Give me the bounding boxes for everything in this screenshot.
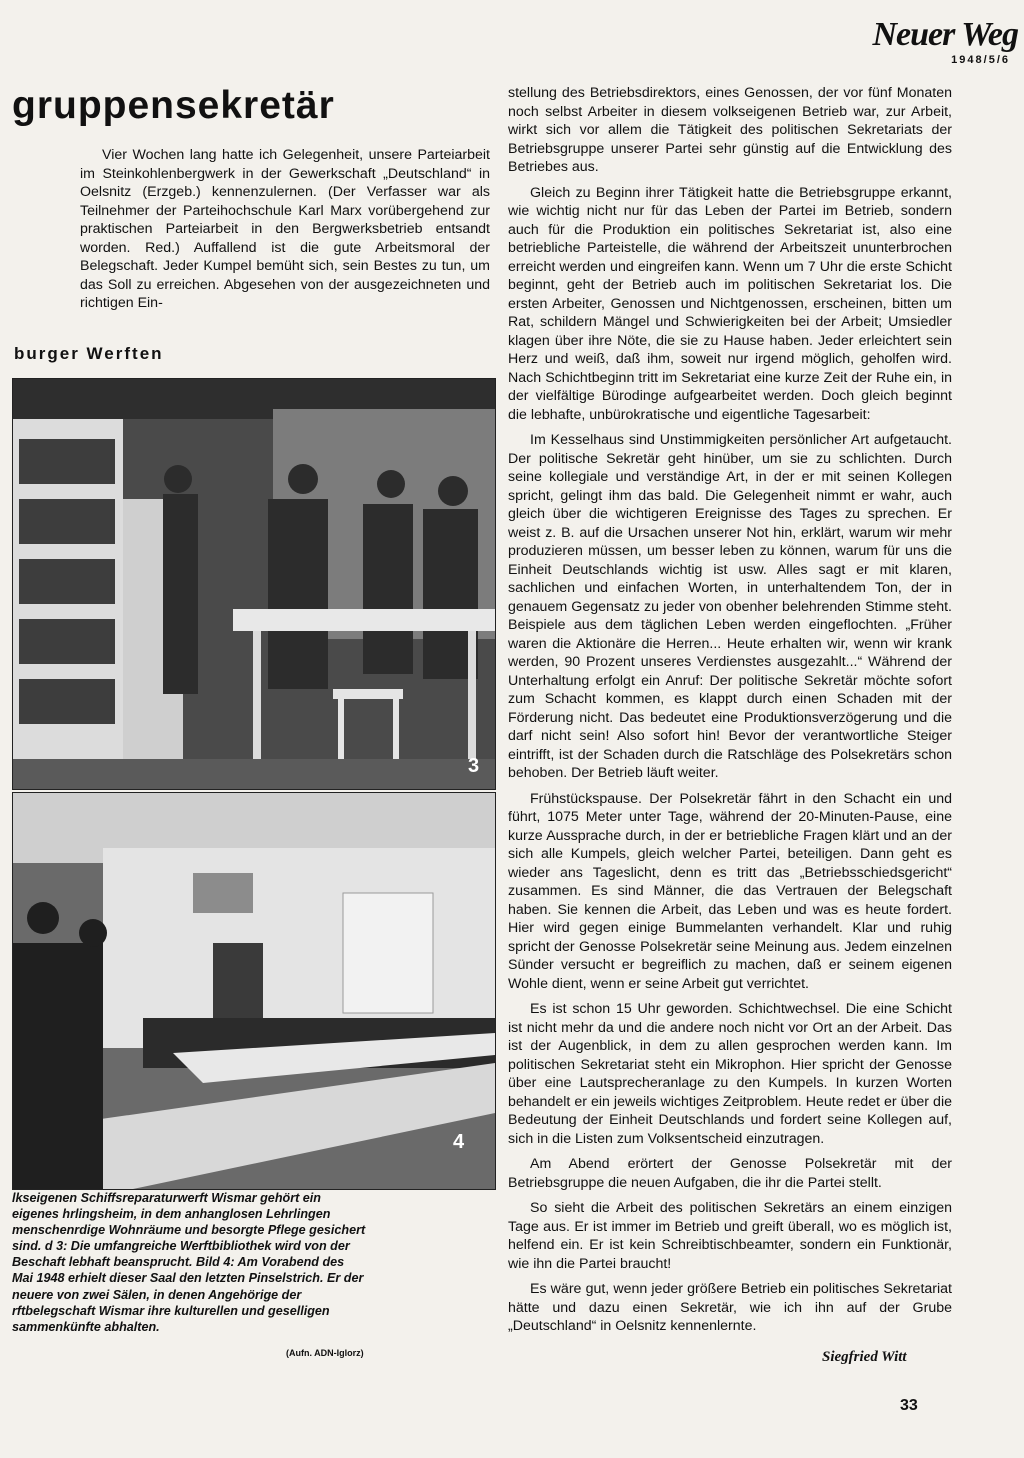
masthead-issue: 1948/5/6 xyxy=(951,54,1010,66)
headline: gruppensekretär xyxy=(12,84,335,127)
paragraph: Frühstückspause. Der Polsekretär fährt in den Schacht ein und führt, 1075 Meter unter Tage, während der 20-Minuten-Pause, eine kurze Aussprache durch, in der er betriebliche Fragen klärt und an der sich alle Kumpels, gleich welcher Partei, beteiligen. Dann geht es wieder ans Tageslicht, denn es tritt das „Betriebsschiedsgericht“ zusammen. Es sind Männer, die das Vertrauen der Belegschaft haben. Sie kennen die Arbeit, das Leben und was es heute fordert. Hier wird gegen einige Bummelanten verhandelt. Klar und ruhig spricht der Genosse Polsekretär seine Meinung aus. Jedem einzelnen Sünder versucht er begreiflich zu machen, daß er seinem eigenen Wohle dient, wenn er seine Arbeit gut verrichtet. xyxy=(508,790,952,992)
hall-illustration xyxy=(13,793,495,1189)
paragraph: Gleich zu Beginn ihrer Tätigkeit hatte die Betriebsgruppe erkannt, wie wichtig nicht nur für das Leben der Partei im Betrieb, sondern auch für die Produktion ein politisches Sekretariat ist, also eine betriebliche Parteistelle, die während der Arbeitszeit ununterbrochen erreicht werden und eingreifen kann. Wenn um 7 Uhr die erste Schicht beginnt, geht der Betrieb auch im politischen Sekretariat los. Die ersten Arbeiter, Genossen und Nichtgenossen, erscheinen, bitten um Rat, schildern Mängel und Schwierigkeiten bei der Arbeit; Umsiedler klagen über ihre Nöte, die sie zu Hause haben. Jeder erleichtert sein Herz und weiß, daß ihm, soweit nur irgend möglich, geholfen wird. Nach Schichtbeginn tritt im Sekretariat eine kurze Zeit der Ruhe ein, in der vielfältige Bürodinge aufgearbeitet werden. Doch gleich beginnt die lebhafte, unbürokratische und eigentliche Tagesarbeit: xyxy=(508,184,952,423)
paragraph: stellung des Betriebsdirektors, eines Genossen, der vor fünf Monaten noch selbst Arbeiter in diesem volkseigenen Betrieb war, zur Arbeit, wirkt sich vor allem die Tätigkeit des politischen Sekretariats der Betriebsgruppe unserer Partei sehr günstig auf die Entwicklung des Betriebes aus. xyxy=(508,85,952,175)
photo-hall xyxy=(12,792,496,1190)
paragraph: So sieht die Arbeit des politischen Sekretärs an einem einzigen Tage aus. Er ist immer im Betrieb und greift überall, wo es möglich ist, helfend ein. Er ist kein Schreibtischbeamter, sondern ein Funktionär, wie ihn die Partei braucht! xyxy=(508,1200,952,1272)
main-column xyxy=(508,84,952,1343)
intro-column xyxy=(80,146,490,320)
author-signature: Siegfried Witt xyxy=(822,1349,907,1365)
paragraph: Es ist schon 15 Uhr geworden. Schichtwechsel. Die eine Schicht ist nicht mehr da und die andere noch nicht vor Ort an der Arbeit. Das ist der Augenblick, in dem zu allen gesprochen werden kann. Im politischen Sekretariat steht ein Mikrophon. Hier spricht der Genosse über eine Lautsprecheranlage zu den Kumpels. In kurzen Worten behandelt er ein jeweils wichtiges Zeitproblem. Heute redet er über die Bedeutung der Einheit Deutschlands und fordert seine Kollegen auf, sich in die Listen zum Volksentscheid einzutragen. xyxy=(508,1001,952,1147)
photo-number-4: 4 xyxy=(453,1131,465,1153)
photo-credit: (Aufn. ADN-Iglorz) xyxy=(286,1348,364,1358)
paragraph: Es wäre gut, wenn jeder größere Betrieb ein politisches Sekretariat hätte und dazu einen Sekretär, wie ich ihn auf der Grube „Deutschland“ in Oelsnitz kennenlernte. xyxy=(508,1281,952,1334)
paragraph: Im Kesselhaus sind Unstimmigkeiten persönlicher Art aufgetaucht. Der politische Sekretär geht hinüber, um sie zu schlichten. Durch seine kollegiale und verständige Art, in der er mit seinen Kollegen spricht, gelingt ihm das bald. Die Gelegenheit nimmt er wahr, auch gleich über die wichtigeren Ereignisse des Tages zu sprechen. Er weist z. B. auf die Ursachen unserer Not hin, erklärt, warum wir mehr produzieren müssen, um besser leben zu können, warum für uns die Einheit Deutschlands wichtig ist usw. Alles sagt er mit klaren, sachlichen und einfachen Worten, in unterhaltendem Ton, der in genauem Gegensatz zu jeder von obenher belehrenden Stimme steht. Beispiele aus dem täglichen Leben werden eingeflochten. „Früher waren die Aktionäre die Herren... Heute erhalten wir, wenn wir krank werden, 90 Prozent unseres Verdienstes ausgezahlt...“ Während der Unterhaltung erfolgt ein Anruf: Der politische Sekretär möchte sofort zum Schacht kommen, es klappt durch einen Schaden mit der Förderung nicht. Das bedeutet eine Produktionsverzögerung und die darf nicht sein! Also sofort hin! Bevor der verantwortliche Steiger eintrifft, ist der Schaden durch die Ratschläge des Polsekretärs schon behoben. Der Betrieb läuft weiter. xyxy=(508,432,952,781)
section-heading: burger Werften xyxy=(14,344,164,363)
page-number: 33 xyxy=(900,1397,918,1414)
photo-library xyxy=(12,378,496,790)
photo-number-3: 3 xyxy=(468,755,480,777)
intro-paragraph: Vier Wochen lang hatte ich Gelegenheit, unsere Parteiarbeit im Steinkohlenbergwerk in der Gewerkschaft „Deutschland“ in Oelsnitz (Erzgeb.) kennenzulernen. (Der Verfasser war als Teilnehmer der Parteihochschule Karl Marx vorübergehend zur praktischen Parteiarbeit in den Bergwerksbetrieb entsandt worden. Red.) Auffallend ist die gute Arbeitsmoral der Belegschaft. Jeder Kumpel bemüht sich, sein Bestes zu tun, um das Soll zu erreichen. Abgesehen von der ausgezeichneten und richtigen Ein- xyxy=(80,147,490,311)
photo-caption: lkseigenen Schiffsreparaturwerft Wismar gehört ein eigenes hrlingsheim, in dem anhanglosen Lehrlingen menschenrdige Wohnräume und besorgte Pflege gesichert sind. d 3: Die umfangreiche Werftbibliothek wird von der Beschaft lebhaft beansprucht. Bild 4: Am Vorabend des Mai 1948 erhielt dieser Saal den letzten Pinselstrich. Er der neuere von zwei Sälen, in denen Angehörige der rftbelegschaft Wismar ihre kulturellen und geselligen sammenkünfte abhalten. xyxy=(12,1191,366,1334)
paragraph: Am Abend erörtert der Genosse Polsekretär mit der Betriebsgruppe die neuen Aufgaben, die ihr die Partei stellt. xyxy=(508,1156,952,1191)
masthead-title: Neuer Weg xyxy=(872,16,1018,53)
library-illustration xyxy=(13,379,495,789)
